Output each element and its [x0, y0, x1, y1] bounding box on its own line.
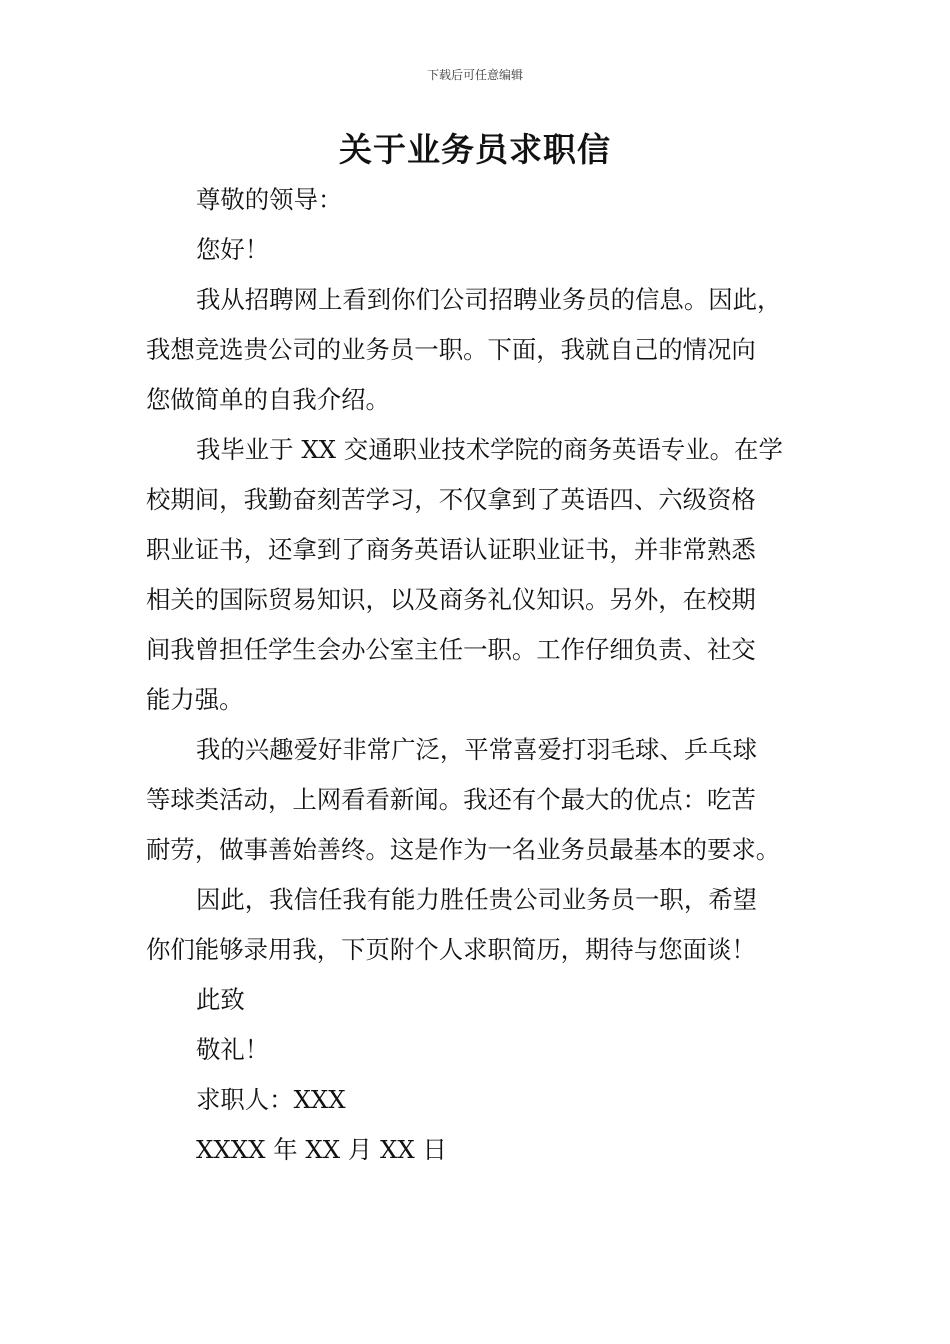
paragraph-line: 间我曾担任学生会办公室主任一职。工作仔细负责、社交: [146, 635, 756, 664]
letter-body: [146, 175, 814, 1175]
paragraph-line: 你们能够录用我，下页附个人求职简历，期待与您面谈！: [146, 935, 756, 964]
hello-line: 您好！: [196, 235, 270, 264]
paragraph-3: [146, 725, 814, 875]
paragraph-line: 您做简单的自我介绍。: [146, 385, 390, 414]
applicant-signature: 求职人：XXX: [196, 1085, 346, 1114]
closing-line-2: 敬礼！: [196, 1035, 270, 1064]
document-title: 关于业务员求职信: [339, 130, 611, 169]
greeting: 尊敬的领导：: [196, 185, 343, 214]
closing-line-1: 此致: [196, 985, 245, 1014]
letter-date: XXXX 年 XX 月 XX 日: [196, 1135, 447, 1164]
paragraph-line: 耐劳，做事善始善终。这是作为一名业务员最基本的要求。: [146, 835, 781, 864]
paragraph-1: [146, 275, 814, 425]
paragraph-line: 校期间，我勤奋刻苦学习，不仅拿到了英语四、六级资格: [146, 485, 756, 514]
header-note: 下载后可任意编辑: [426, 68, 523, 82]
paragraph-2: [146, 425, 814, 725]
paragraph-line: 我想竞选贵公司的业务员一职。下面，我就自己的情况向: [146, 335, 756, 364]
paragraph-line: 能力强。: [146, 685, 244, 714]
paragraph-line: 我的兴趣爱好非常广泛，平常喜爱打羽毛球、乒乓球: [196, 735, 757, 764]
paragraph-line: 我从招聘网上看到你们公司招聘业务员的信息。因此，: [196, 285, 782, 314]
paragraph-line: 等球类活动，上网看看新闻。我还有个最大的优点：吃苦: [146, 785, 756, 814]
paragraph-line: 因此，我信任我有能力胜任贵公司业务员一职，希望: [196, 885, 757, 914]
paragraph-line: 我毕业于 XX 交通职业技术学院的商务英语专业。在学: [196, 435, 783, 464]
paragraph-line: 职业证书，还拿到了商务英语认证职业证书，并非常熟悉: [146, 535, 756, 564]
paragraph-4: [146, 875, 814, 975]
paragraph-line: 相关的国际贸易知识，以及商务礼仪知识。另外，在校期: [146, 585, 756, 614]
